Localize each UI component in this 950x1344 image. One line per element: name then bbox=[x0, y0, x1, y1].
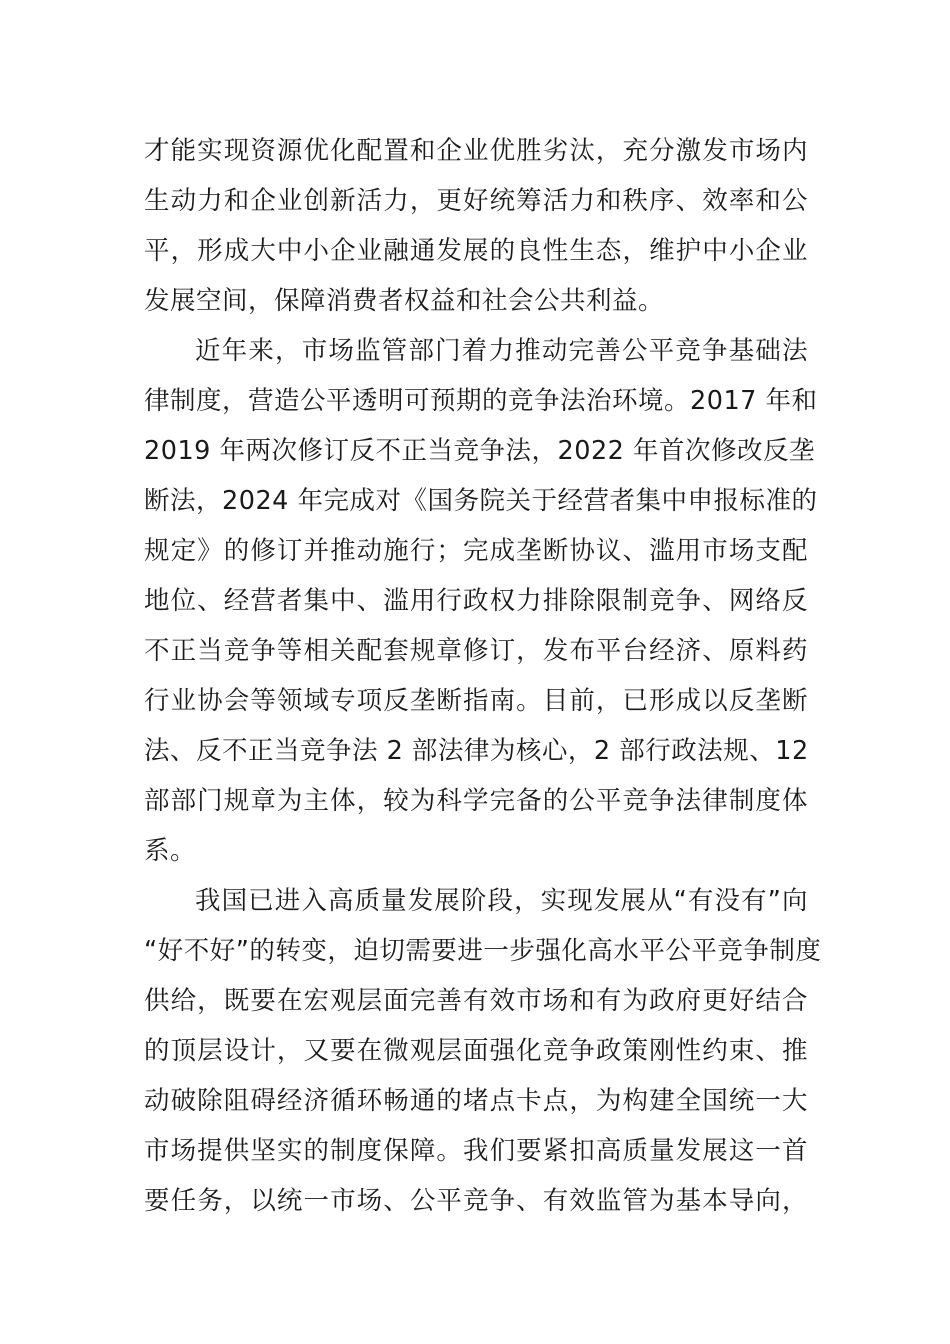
text-line: 系。 bbox=[144, 836, 197, 866]
text-line: 供给，既要在宏观层面完善有效市场和有为政府更好结合 bbox=[144, 986, 808, 1016]
text-line: 平，形成大中小企业融通发展的良性生态，维护中小企业 bbox=[144, 236, 808, 266]
text-line: 要任务，以统一市场、公平竞争、有效监管为基本导向， bbox=[144, 1186, 808, 1216]
text-line: 不正当竞争等相关配套规章修订，发布平台经济、原料药 bbox=[144, 636, 808, 666]
paragraph-3 bbox=[144, 876, 822, 1226]
text-line: 市场提供坚实的制度保障。我们要紧扣高质量发展这一首 bbox=[144, 1136, 808, 1166]
text-line: 才能实现资源优化配置和企业优胜劣汰，充分激发市场内 bbox=[144, 136, 808, 166]
paragraph-1 bbox=[144, 126, 808, 326]
text-line: 断法，2024 年完成对《国务院关于经营者集中申报标准的 bbox=[144, 486, 818, 516]
text-line: 2019 年两次修订反不正当竞争法，2022 年首次修改反垄 bbox=[144, 436, 816, 466]
text-line: 动破除阻碍经济循环畅通的堵点卡点，为构建全国统一大 bbox=[144, 1086, 808, 1116]
text-line: 近年来，市场监管部门着力推动完善公平竞争基础法 bbox=[195, 336, 808, 366]
text-line: 发展空间，保障消费者权益和社会公共利益。 bbox=[144, 286, 665, 316]
text-line: 行业协会等领域专项反垄断指南。目前，已形成以反垄断 bbox=[144, 686, 808, 716]
text-line: 的顶层设计，又要在微观层面强化竞争政策刚性约束、推 bbox=[144, 1036, 808, 1066]
text-line: 法、反不正当竞争法 2 部法律为核心，2 部行政法规、12 bbox=[144, 736, 809, 766]
text-line: 我国已进入高质量发展阶段，实现发展从“有没有”向 bbox=[195, 886, 808, 916]
text-line: “好不好”的转变，迫切需要进一步强化高水平公平竞争制度 bbox=[144, 936, 822, 966]
text-line: 部部门规章为主体，较为科学完备的公平竞争法律制度体 bbox=[144, 786, 808, 816]
body-text bbox=[144, 126, 822, 1226]
paragraph-2 bbox=[144, 326, 818, 876]
text-line: 规定》的修订并推动施行；完成垄断协议、滥用市场支配 bbox=[144, 536, 808, 566]
text-line: 律制度，营造公平透明可预期的竞争法治环境。2017 年和 bbox=[144, 386, 818, 416]
text-line: 地位、经营者集中、滥用行政权力排除限制竞争、网络反 bbox=[144, 586, 808, 616]
text-line: 生动力和企业创新活力，更好统筹活力和秩序、效率和公 bbox=[144, 186, 808, 216]
